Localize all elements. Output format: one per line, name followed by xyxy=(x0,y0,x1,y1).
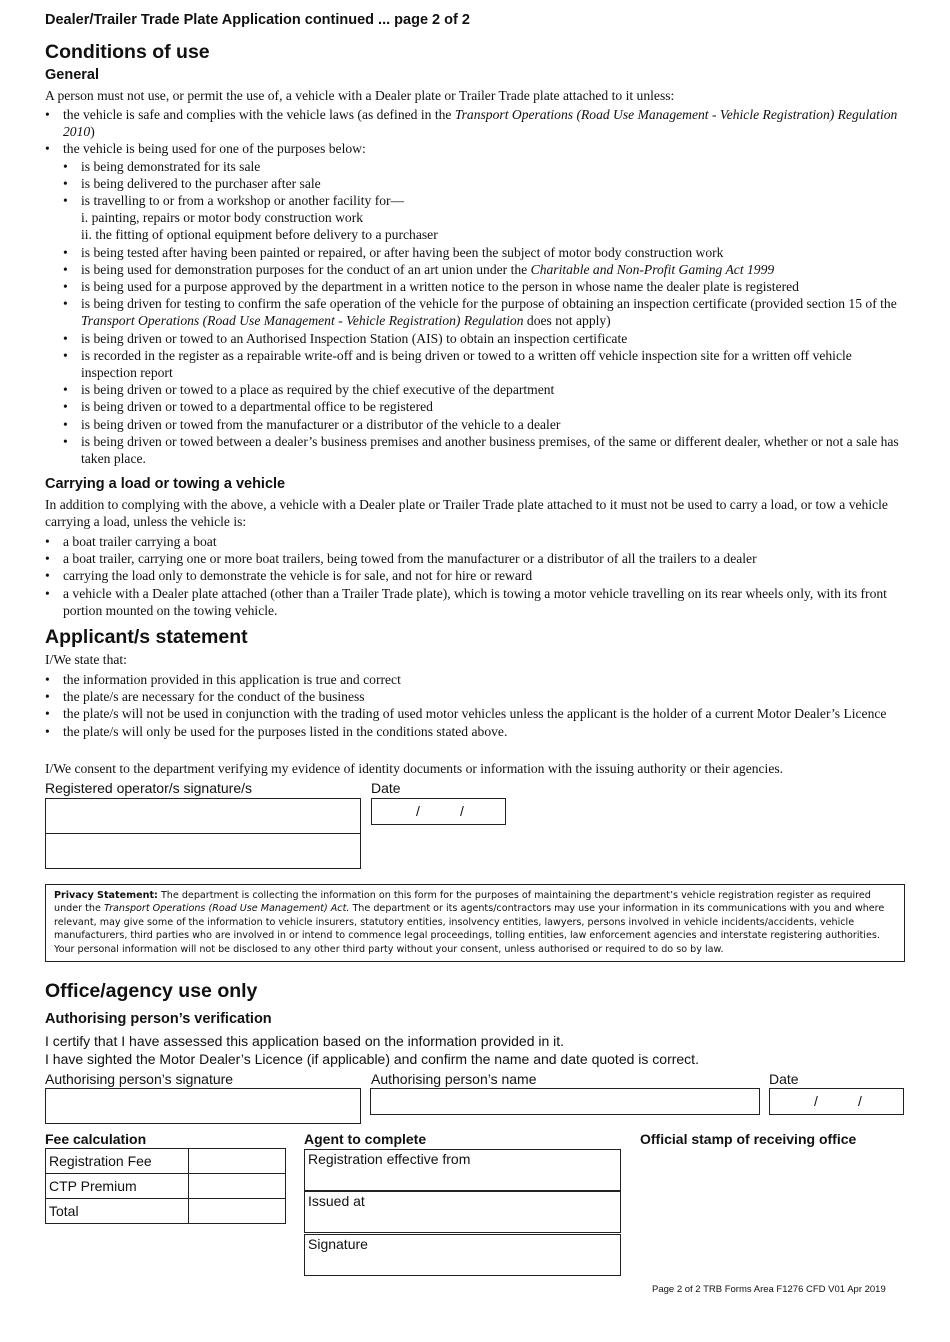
statement-list xyxy=(45,671,907,740)
list-item: • is being driven or towed from the manufacturer or a distributor of the vehicle to a dealer xyxy=(63,416,907,433)
certify-line-2: I have sighted the Motor Dealer’s Licence (if applicable) and confirm the name and date quoted is correct. xyxy=(45,1051,699,1067)
fee-heading: Fee calculation xyxy=(45,1131,147,1147)
date-separator: / xyxy=(814,1093,818,1109)
auth-signature-field[interactable] xyxy=(45,1088,361,1124)
auth-name-field[interactable] xyxy=(370,1088,760,1115)
list-item: • is being driven or towed to an Authorised Inspection Station (AIS) to obtain an inspection certificate xyxy=(63,330,907,347)
stamp-heading: Official stamp of receiving office xyxy=(640,1131,857,1147)
list-item: • the vehicle is being used for one of the purposes below: • is being demonstrated for its sale • is being delivered to the purchaser after sale • is travelling to or from a workshop or another facility for— i. painting, repairs or motor body construction work ii. the fitting of optional equipment before delivery to a purchaser • is being tested after having been painted or repaired, or after having been the subject of motor body construction work • is being used for demonstration purposes for the conduct of an art union under the Charitable and Non-Profit Gaming Act 1999 • is being used for a purpose approved by the department in a written notice to the person in whose name the dealer plate is registered • is being driven for testing to confirm the safe operation of the vehicle for the purpose of obtaining an inspection certificate (provided section 15 of the Transport Operations (Road Use Management - Vehicle Registration) Regulation does not apply) • is being driven or towed to an Authorised Inspection Station (AIS) to obtain an inspection certificate • is recorded in the register as a repairable write-off and is being driven or towed to a written off vehicle inspection site for a written off vehicle inspection report • is being driven or towed to a place as required by the chief executive of the department • is being driven or towed to a departmental office to be registered • is being driven or towed from the manufacturer or a distributor of the vehicle to a dealer • is being driven or towed between a dealer’s business premises and another business premises, of the same or different dealer, whether or not a sale has taken place. xyxy=(45,140,907,467)
certify-line-1: I certify that I have assessed this application based on the information provided in it. xyxy=(45,1033,565,1049)
page-footer: Page 2 of 2 TRB Forms Area F1276 CFD V01 Apr 2019 xyxy=(652,1284,886,1295)
agent-field-label: Registration effective from xyxy=(308,1151,471,1167)
fee-label: Total xyxy=(46,1199,189,1224)
auth-name-label: Authorising person’s name xyxy=(371,1071,537,1087)
purposes-list xyxy=(63,158,907,468)
list-item: • the plate/s are necessary for the conduct of the business xyxy=(45,688,907,705)
fee-label: Registration Fee xyxy=(46,1149,189,1174)
fee-table xyxy=(45,1148,286,1224)
fee-label: CTP Premium xyxy=(46,1174,189,1199)
list-item: • is being driven for testing to confirm the safe operation of the vehicle for the purpose of obtaining an inspection certificate (provided section 15 of the Transport Operations (Road Use Management - Vehicle Registration) Regulation does not apply) xyxy=(63,295,907,329)
registration-effective-field[interactable] xyxy=(304,1149,621,1191)
list-item: • is being demonstrated for its sale xyxy=(63,158,907,175)
issued-at-field[interactable] xyxy=(304,1191,621,1233)
facility-list xyxy=(63,209,907,243)
page-header: Dealer/Trailer Trade Plate Application continued ... page 2 of 2 xyxy=(45,12,470,28)
general-intro: A person must not use, or permit the use of, a vehicle with a Dealer plate or Trailer Trade plate attached to it unless: xyxy=(45,88,675,103)
operator-signature-field-1[interactable] xyxy=(45,798,361,834)
list-item: • the vehicle is safe and complies with the vehicle laws (as defined in the Transport Operations (Road Use Management - Vehicle Registration) Regulation 2010) xyxy=(45,106,907,140)
agent-signature-field[interactable] xyxy=(304,1234,621,1276)
list-item: • is being used for demonstration purposes for the conduct of an art union under the Charitable and Non-Profit Gaming Act 1999 xyxy=(63,261,907,278)
agent-field-label: Issued at xyxy=(308,1193,365,1209)
privacy-statement: Privacy Statement: The department is collecting the information on this form for the purposes of maintaining the department’s vehicle registration register as required under the Transport Operations (Road Use Management) Act. The department or its agents/contractors may use your information in its communications with you and where relevant, may give some of the information to vehicle insurers, statutory entities, insolvency entities, lawyers, persons involved in vehicle incidents/accidents, vehicle manufacturers, third parties who are involved in or intend to commence legal proceedings, tolling entities, law enforcement agencies and interstate registering authorities. Your personal information will not be disclosed to any other third party without your consent, unless authorised or required to do so by law. xyxy=(45,884,905,962)
list-item: • a boat trailer carrying a boat xyxy=(45,533,907,550)
statement-intro: I/We state that: xyxy=(45,652,127,667)
agent-field-label: Signature xyxy=(308,1236,368,1252)
auth-signature-label: Authorising person’s signature xyxy=(45,1071,234,1087)
list-item: • is being driven or towed between a dealer’s business premises and another business premises, of the same or different dealer, whether or not a sale has taken place. xyxy=(63,433,907,467)
list-item: • the plate/s will only be used for the purposes listed in the conditions stated above. xyxy=(45,723,907,740)
load-intro: In addition to complying with the above, a vehicle with a Dealer plate or Trailer Trade plate attached to it must not be used to carry a load, or tow a vehicle carrying a load, unless the vehicle is: xyxy=(45,497,888,530)
list-item: • is recorded in the register as a repairable write-off and is being driven or towed to a written off vehicle inspection site for a written off vehicle inspection report xyxy=(63,347,907,381)
list-item: • carrying the load only to demonstrate the vehicle is for sale, and not for hire or reward xyxy=(45,567,907,584)
date-separator: / xyxy=(460,803,464,819)
list-item: • is being delivered to the purchaser after sale xyxy=(63,175,907,192)
office-title: Office/agency use only xyxy=(45,980,258,1002)
conditions-list xyxy=(45,106,907,467)
list-item: • is being driven or towed to a place as required by the chief executive of the department xyxy=(63,381,907,398)
load-heading: Carrying a load or towing a vehicle xyxy=(45,476,286,492)
fee-value-field[interactable] xyxy=(189,1149,286,1174)
date-separator: / xyxy=(858,1093,862,1109)
agent-heading: Agent to complete xyxy=(304,1131,427,1147)
consent-text: I/We consent to the department verifying my evidence of identity documents or information with the issuing authority or their agencies. xyxy=(45,761,784,776)
verification-heading: Authorising person’s verification xyxy=(45,1011,272,1027)
list-item: • a vehicle with a Dealer plate attached (other than a Trailer Trade plate), which is towing a motor vehicle travelling on its rear wheels only, with its front portion mounted on the towing vehicle. xyxy=(45,585,907,619)
list-item: • is being tested after having been painted or repaired, or after having been the subject of motor body construction work xyxy=(63,244,907,261)
privacy-label: Privacy Statement: xyxy=(54,890,158,901)
load-list xyxy=(45,533,907,619)
fee-value-field[interactable] xyxy=(189,1174,286,1199)
list-item: • the plate/s will not be used in conjunction with the trading of used motor vehicles unless the applicant is the holder of a current Motor Dealer’s Licence xyxy=(45,705,907,722)
fee-value-field[interactable] xyxy=(189,1199,286,1224)
conditions-title: Conditions of use xyxy=(45,41,210,63)
auth-date-label: Date xyxy=(769,1071,799,1087)
list-item: i. painting, repairs or motor body construction work xyxy=(81,210,364,226)
date-separator: / xyxy=(416,803,420,819)
list-item: • a boat trailer, carrying one or more boat trailers, being towed from the manufacturer or a distributor of all the trailers to a dealer xyxy=(45,550,907,567)
list-item: • is being used for a purpose approved by the department in a written notice to the person in whose name the dealer plate is registered xyxy=(63,278,907,295)
table-row xyxy=(46,1149,286,1174)
table-row xyxy=(46,1199,286,1224)
list-item: • is being driven or towed to a departmental office to be registered xyxy=(63,398,907,415)
operator-signature-label: Registered operator/s signature/s xyxy=(45,780,252,796)
list-item: ii. the fitting of optional equipment before delivery to a purchaser xyxy=(81,227,438,243)
table-row xyxy=(46,1174,286,1199)
statement-date-field[interactable] xyxy=(371,798,506,825)
list-item: • the information provided in this application is true and correct xyxy=(45,671,907,688)
auth-date-field[interactable] xyxy=(769,1088,904,1115)
general-heading: General xyxy=(45,67,99,83)
statement-title: Applicant/s statement xyxy=(45,626,248,648)
operator-signature-field-2[interactable] xyxy=(45,833,361,869)
list-item: • is travelling to or from a workshop or another facility for— i. painting, repairs or motor body construction work ii. the fitting of optional equipment before delivery to a purchaser xyxy=(63,192,907,244)
statement-date-label: Date xyxy=(371,780,401,796)
